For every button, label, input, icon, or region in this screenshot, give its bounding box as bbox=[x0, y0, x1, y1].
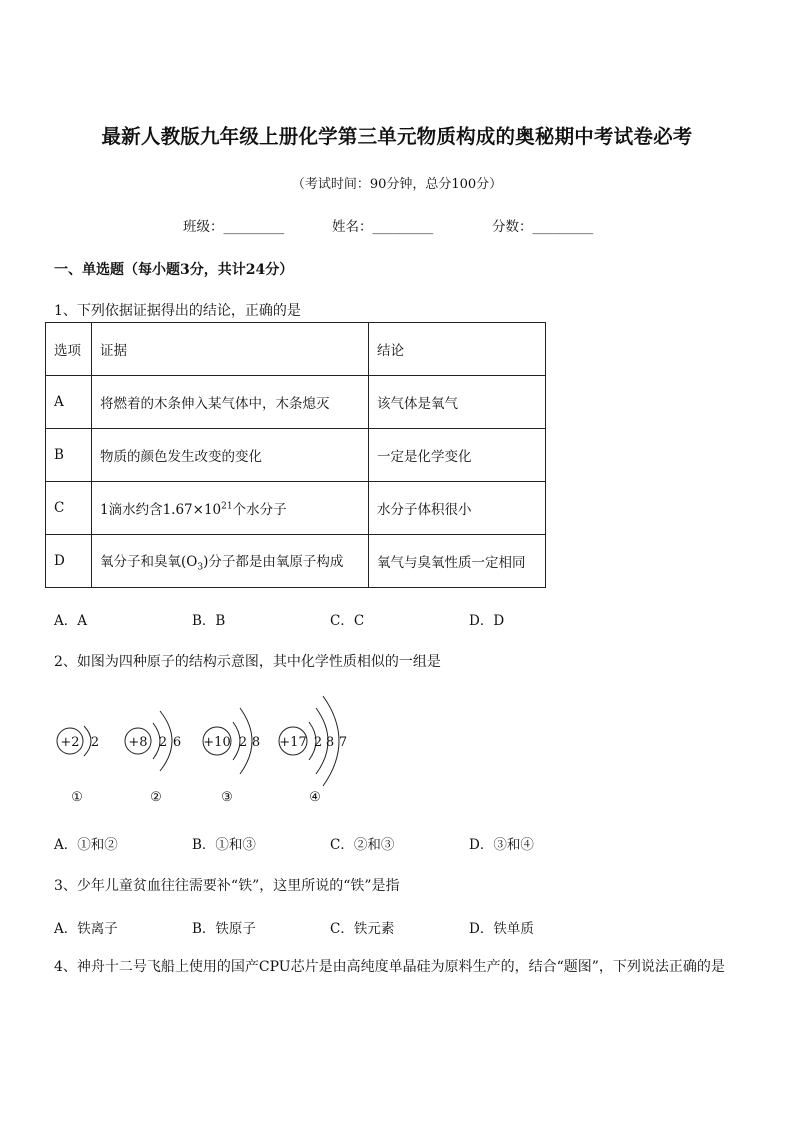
nucleus-charge: +2 bbox=[60, 735, 80, 750]
section-heading: 一、单选题（每小题3分，共计24分） bbox=[54, 262, 294, 278]
question-4-stem: 4、神舟十二号飞船上使用的国产CPU芯片是由高纯度单晶硅为原料生产的，结合“题图”，下列说法正确的是 bbox=[54, 959, 725, 975]
q2-choice-c[interactable]: C．②和③ bbox=[330, 837, 395, 853]
q3-choice-b[interactable]: B．铁原子 bbox=[192, 921, 256, 937]
row-conclusion: 水分子体积很小 bbox=[369, 482, 546, 535]
name-field: 姓名：_________ bbox=[332, 219, 434, 235]
row-conclusion: 一定是化学变化 bbox=[369, 429, 546, 482]
subscript: 3 bbox=[197, 562, 204, 573]
question-1-stem: 1、下列依据证据得出的结论，正确的是 bbox=[54, 303, 301, 319]
q1-choice-d[interactable]: D．D bbox=[469, 613, 505, 629]
shell-electrons: 2 bbox=[238, 735, 248, 750]
nucleus-charge: +10 bbox=[203, 735, 231, 750]
q3-choice-a[interactable]: A．铁离子 bbox=[54, 921, 118, 937]
row-evidence bbox=[92, 482, 369, 535]
nucleus-charge: +8 bbox=[128, 735, 148, 750]
atom-structure-diagrams bbox=[50, 690, 370, 812]
row-option: B bbox=[46, 429, 92, 482]
shell-electrons: 8 bbox=[325, 735, 335, 750]
exponent: 21 bbox=[221, 501, 233, 512]
row-conclusion: 该气体是氧气 bbox=[369, 376, 546, 429]
row-conclusion: 氧气与臭氧性质一定相同 bbox=[369, 535, 546, 588]
class-field: 班级：_________ bbox=[183, 219, 285, 235]
row-evidence: 将燃着的木条伸入某气体中，木条熄灭 bbox=[92, 376, 369, 429]
row-evidence bbox=[92, 535, 369, 588]
evidence-text: 个水分子 bbox=[232, 502, 287, 518]
question-3-stem: 3、少年儿童贫血往往需要补“铁”，这里所说的“铁”是指 bbox=[54, 878, 400, 894]
evidence-text: )分子都是由氧原子构成 bbox=[203, 553, 344, 570]
evidence-table bbox=[45, 322, 546, 588]
q1-choice-b[interactable]: B．B bbox=[192, 613, 226, 629]
table-row bbox=[46, 376, 546, 429]
atom-label: ④ bbox=[309, 790, 321, 805]
table-row bbox=[46, 482, 546, 535]
q2-choice-d[interactable]: D．③和④ bbox=[469, 837, 534, 853]
table-header-row bbox=[46, 323, 546, 376]
shell-electrons: 2 bbox=[158, 735, 168, 750]
shell-electrons: 8 bbox=[251, 735, 261, 750]
evidence-text: 1滴水约含1.67×10 bbox=[100, 502, 222, 518]
q3-choice-c[interactable]: C．铁元素 bbox=[330, 921, 395, 937]
header-conclusion: 结论 bbox=[369, 323, 546, 376]
header-evidence: 证据 bbox=[92, 323, 369, 376]
atom-label: ① bbox=[71, 790, 83, 805]
atom-label: ② bbox=[150, 790, 162, 805]
shell-electrons: 7 bbox=[338, 735, 348, 750]
q1-choice-a[interactable]: A．A bbox=[54, 613, 87, 629]
shell-electrons: 2 bbox=[90, 735, 100, 750]
shell-electrons: 2 bbox=[313, 735, 323, 750]
exam-subtitle: （考试时间：90分钟，总分100分） bbox=[291, 177, 503, 192]
row-option: D bbox=[46, 535, 92, 588]
header-option: 选项 bbox=[46, 323, 92, 376]
row-evidence: 物质的颜色发生改变的变化 bbox=[92, 429, 369, 482]
atom-label: ③ bbox=[221, 790, 233, 805]
table-row bbox=[46, 429, 546, 482]
q1-choice-c[interactable]: C．C bbox=[330, 613, 365, 629]
q2-choice-a[interactable]: A．①和② bbox=[54, 837, 118, 853]
shell-electrons: 6 bbox=[172, 735, 182, 750]
row-option: C bbox=[46, 482, 92, 535]
row-option: A bbox=[46, 376, 92, 429]
q3-choice-d[interactable]: D．铁单质 bbox=[469, 921, 534, 937]
question-2-stem: 2、如图为四种原子的结构示意图，其中化学性质相似的一组是 bbox=[54, 654, 441, 670]
exam-title: 最新人教版九年级上册化学第三单元物质构成的奥秘期中考试卷必考 bbox=[101, 125, 693, 148]
score-field: 分数：_________ bbox=[492, 219, 594, 235]
evidence-text: 氧分子和臭氧(O bbox=[100, 553, 198, 570]
nucleus-charge: +17 bbox=[279, 735, 307, 750]
table-row bbox=[46, 535, 546, 588]
q2-choice-b[interactable]: B．①和③ bbox=[192, 837, 256, 853]
